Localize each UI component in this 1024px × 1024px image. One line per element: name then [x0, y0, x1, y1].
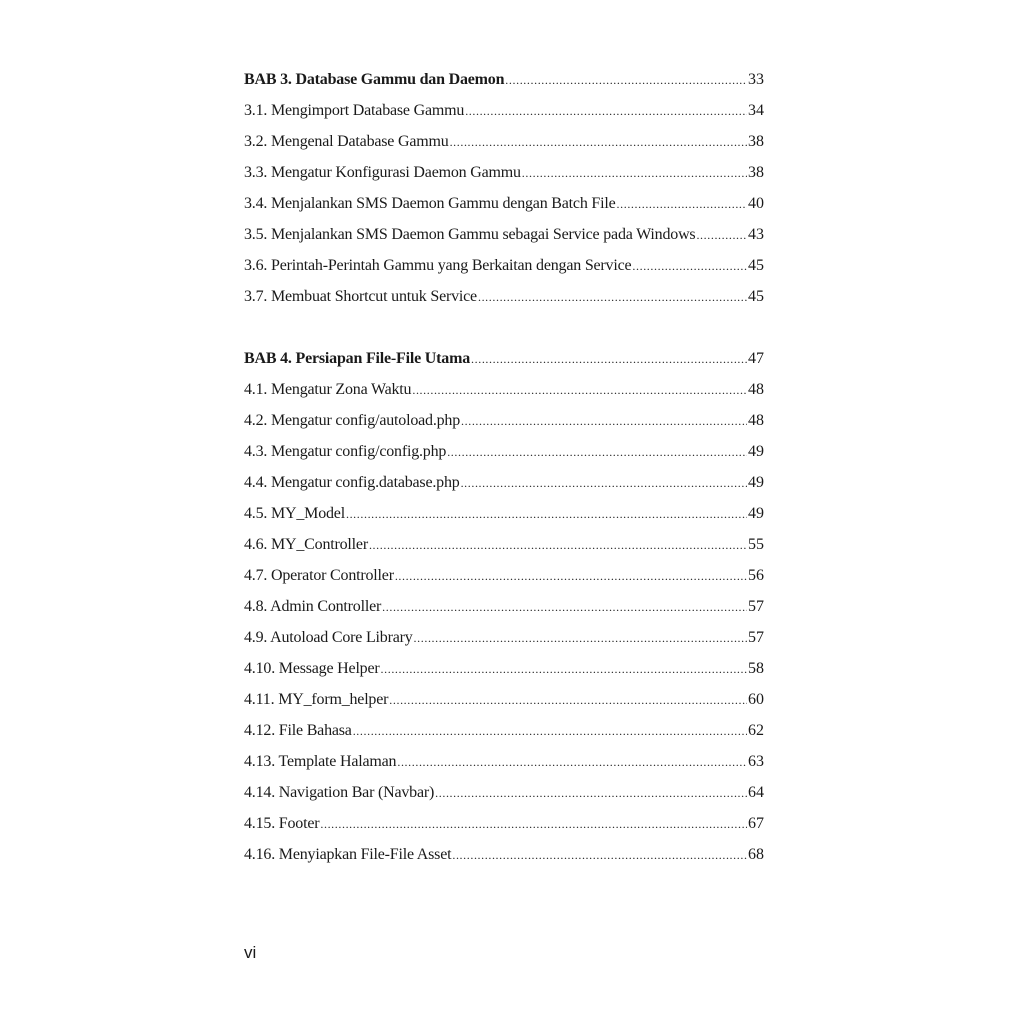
toc-entry-4-2[interactable] — [244, 405, 764, 436]
dot-leader — [381, 654, 747, 685]
toc-entry-4-16[interactable] — [244, 839, 764, 870]
toc-entry-page: 34 — [748, 102, 764, 119]
toc-entry-page: 49 — [748, 505, 764, 522]
toc-entry-3-1[interactable] — [244, 95, 764, 126]
toc-entry-title: BAB 4. Persiapan File-File Utama — [244, 350, 471, 367]
toc-entry-4-4[interactable] — [244, 467, 764, 498]
toc-entry-page: 64 — [748, 784, 764, 801]
toc-entry-title: 4.9. Autoload Core Library — [244, 629, 413, 646]
toc-entry-4-1[interactable] — [244, 374, 764, 405]
dot-leader — [696, 220, 747, 251]
table-of-contents — [244, 64, 764, 870]
dot-leader — [505, 65, 747, 96]
toc-entry-page: 43 — [748, 226, 764, 243]
toc-entry-title: 4.3. Mengatur config/config.php — [244, 443, 447, 460]
toc-entry-title: 3.4. Menjalankan SMS Daemon Gammu dengan Batch File — [244, 195, 616, 212]
dot-leader — [389, 685, 747, 716]
toc-entry-4-3[interactable] — [244, 436, 764, 467]
toc-entry-page: 45 — [748, 257, 764, 274]
dot-leader — [522, 158, 747, 189]
toc-entry-page: 38 — [748, 164, 764, 181]
toc-entry-page: 67 — [748, 815, 764, 832]
dot-leader — [465, 96, 747, 127]
toc-entry-page: 49 — [748, 474, 764, 491]
toc-entry-page: 40 — [748, 195, 764, 212]
dot-leader — [369, 530, 747, 561]
toc-entry-page: 68 — [748, 846, 764, 863]
toc-entry-4-15[interactable] — [244, 808, 764, 839]
toc-entry-title: 4.8. Admin Controller — [244, 598, 382, 615]
toc-entry-title: 3.7. Membuat Shortcut untuk Service — [244, 288, 477, 305]
toc-entry-page: 48 — [748, 412, 764, 429]
dot-leader — [412, 375, 747, 406]
toc-entry-title: 3.1. Mengimport Database Gammu — [244, 102, 465, 119]
dot-leader — [617, 189, 747, 220]
toc-entry-title: 4.11. MY_form_helper — [244, 691, 389, 708]
toc-entry-title: 4.1. Mengatur Zona Waktu — [244, 381, 412, 398]
dot-leader — [450, 127, 747, 158]
toc-entry-title: 4.16. Menyiapkan File-File Asset — [244, 846, 452, 863]
toc-entry-page: 58 — [748, 660, 764, 677]
toc-entry-page: 55 — [748, 536, 764, 553]
toc-entry-title: 4.13. Template Halaman — [244, 753, 397, 770]
toc-entry-4-11[interactable] — [244, 684, 764, 715]
toc-entry-title: 4.4. Mengatur config.database.php — [244, 474, 460, 491]
toc-entry-page: 47 — [748, 350, 764, 367]
toc-entry-4-12[interactable] — [244, 715, 764, 746]
section-divider-space — [244, 312, 764, 343]
toc-entry-page: 57 — [748, 629, 764, 646]
dot-leader — [447, 437, 747, 468]
toc-entry-3-3[interactable] — [244, 157, 764, 188]
dot-leader — [397, 747, 747, 778]
toc-entry-title: 4.12. File Bahasa — [244, 722, 352, 739]
dot-leader — [478, 282, 747, 313]
toc-entry-title: 4.7. Operator Controller — [244, 567, 394, 584]
toc-entry-page: 57 — [748, 598, 764, 615]
toc-entry-title: 3.5. Menjalankan SMS Daemon Gammu sebagai Service pada Windows — [244, 226, 696, 243]
toc-entry-title: 4.5. MY_Model — [244, 505, 345, 522]
toc-entry-title: 4.2. Mengatur config/autoload.php — [244, 412, 461, 429]
toc-entry-title: 3.6. Perintah-Perintah Gammu yang Berkaitan dengan Service — [244, 257, 632, 274]
toc-chapter-4[interactable] — [244, 343, 764, 374]
dot-leader — [320, 809, 747, 840]
toc-entry-page: 62 — [748, 722, 764, 739]
toc-entry-page: 63 — [748, 753, 764, 770]
toc-entry-title: 4.14. Navigation Bar (Navbar) — [244, 784, 435, 801]
toc-entry-page: 33 — [748, 71, 764, 88]
dot-leader — [346, 499, 747, 530]
dot-leader — [632, 251, 747, 282]
toc-entry-title: 4.15. Footer — [244, 815, 320, 832]
toc-entry-3-7[interactable] — [244, 281, 764, 312]
toc-entry-title: 4.6. MY_Controller — [244, 536, 368, 553]
toc-entry-3-2[interactable] — [244, 126, 764, 157]
toc-entry-title: 3.2. Mengenal Database Gammu — [244, 133, 449, 150]
toc-entry-4-10[interactable] — [244, 653, 764, 684]
dot-leader — [452, 840, 747, 871]
toc-entry-4-5[interactable] — [244, 498, 764, 529]
toc-entry-title: BAB 3. Database Gammu dan Daemon — [244, 71, 505, 88]
toc-chapter-3[interactable] — [244, 64, 764, 95]
toc-entry-4-7[interactable] — [244, 560, 764, 591]
toc-entry-4-8[interactable] — [244, 591, 764, 622]
toc-entry-3-6[interactable] — [244, 250, 764, 281]
dot-leader — [461, 406, 747, 437]
dot-leader — [353, 716, 747, 747]
toc-entry-4-9[interactable] — [244, 622, 764, 653]
toc-entry-4-13[interactable] — [244, 746, 764, 777]
dot-leader — [414, 623, 747, 654]
toc-entry-page: 45 — [748, 288, 764, 305]
toc-entry-page: 56 — [748, 567, 764, 584]
page-folio: vi — [244, 943, 257, 962]
dot-leader — [382, 592, 747, 623]
toc-entry-title: 4.10. Message Helper — [244, 660, 380, 677]
toc-entry-4-14[interactable] — [244, 777, 764, 808]
toc-entry-page: 49 — [748, 443, 764, 460]
dot-leader — [435, 778, 747, 809]
toc-entry-page: 48 — [748, 381, 764, 398]
dot-leader — [471, 344, 747, 375]
toc-entry-title: 3.3. Mengatur Konfigurasi Daemon Gammu — [244, 164, 521, 181]
dot-leader — [461, 468, 747, 499]
toc-entry-3-5[interactable] — [244, 219, 764, 250]
toc-entry-3-4[interactable] — [244, 188, 764, 219]
dot-leader — [395, 561, 747, 592]
toc-entry-page: 38 — [748, 133, 764, 150]
toc-entry-page: 60 — [748, 691, 764, 708]
toc-entry-4-6[interactable] — [244, 529, 764, 560]
